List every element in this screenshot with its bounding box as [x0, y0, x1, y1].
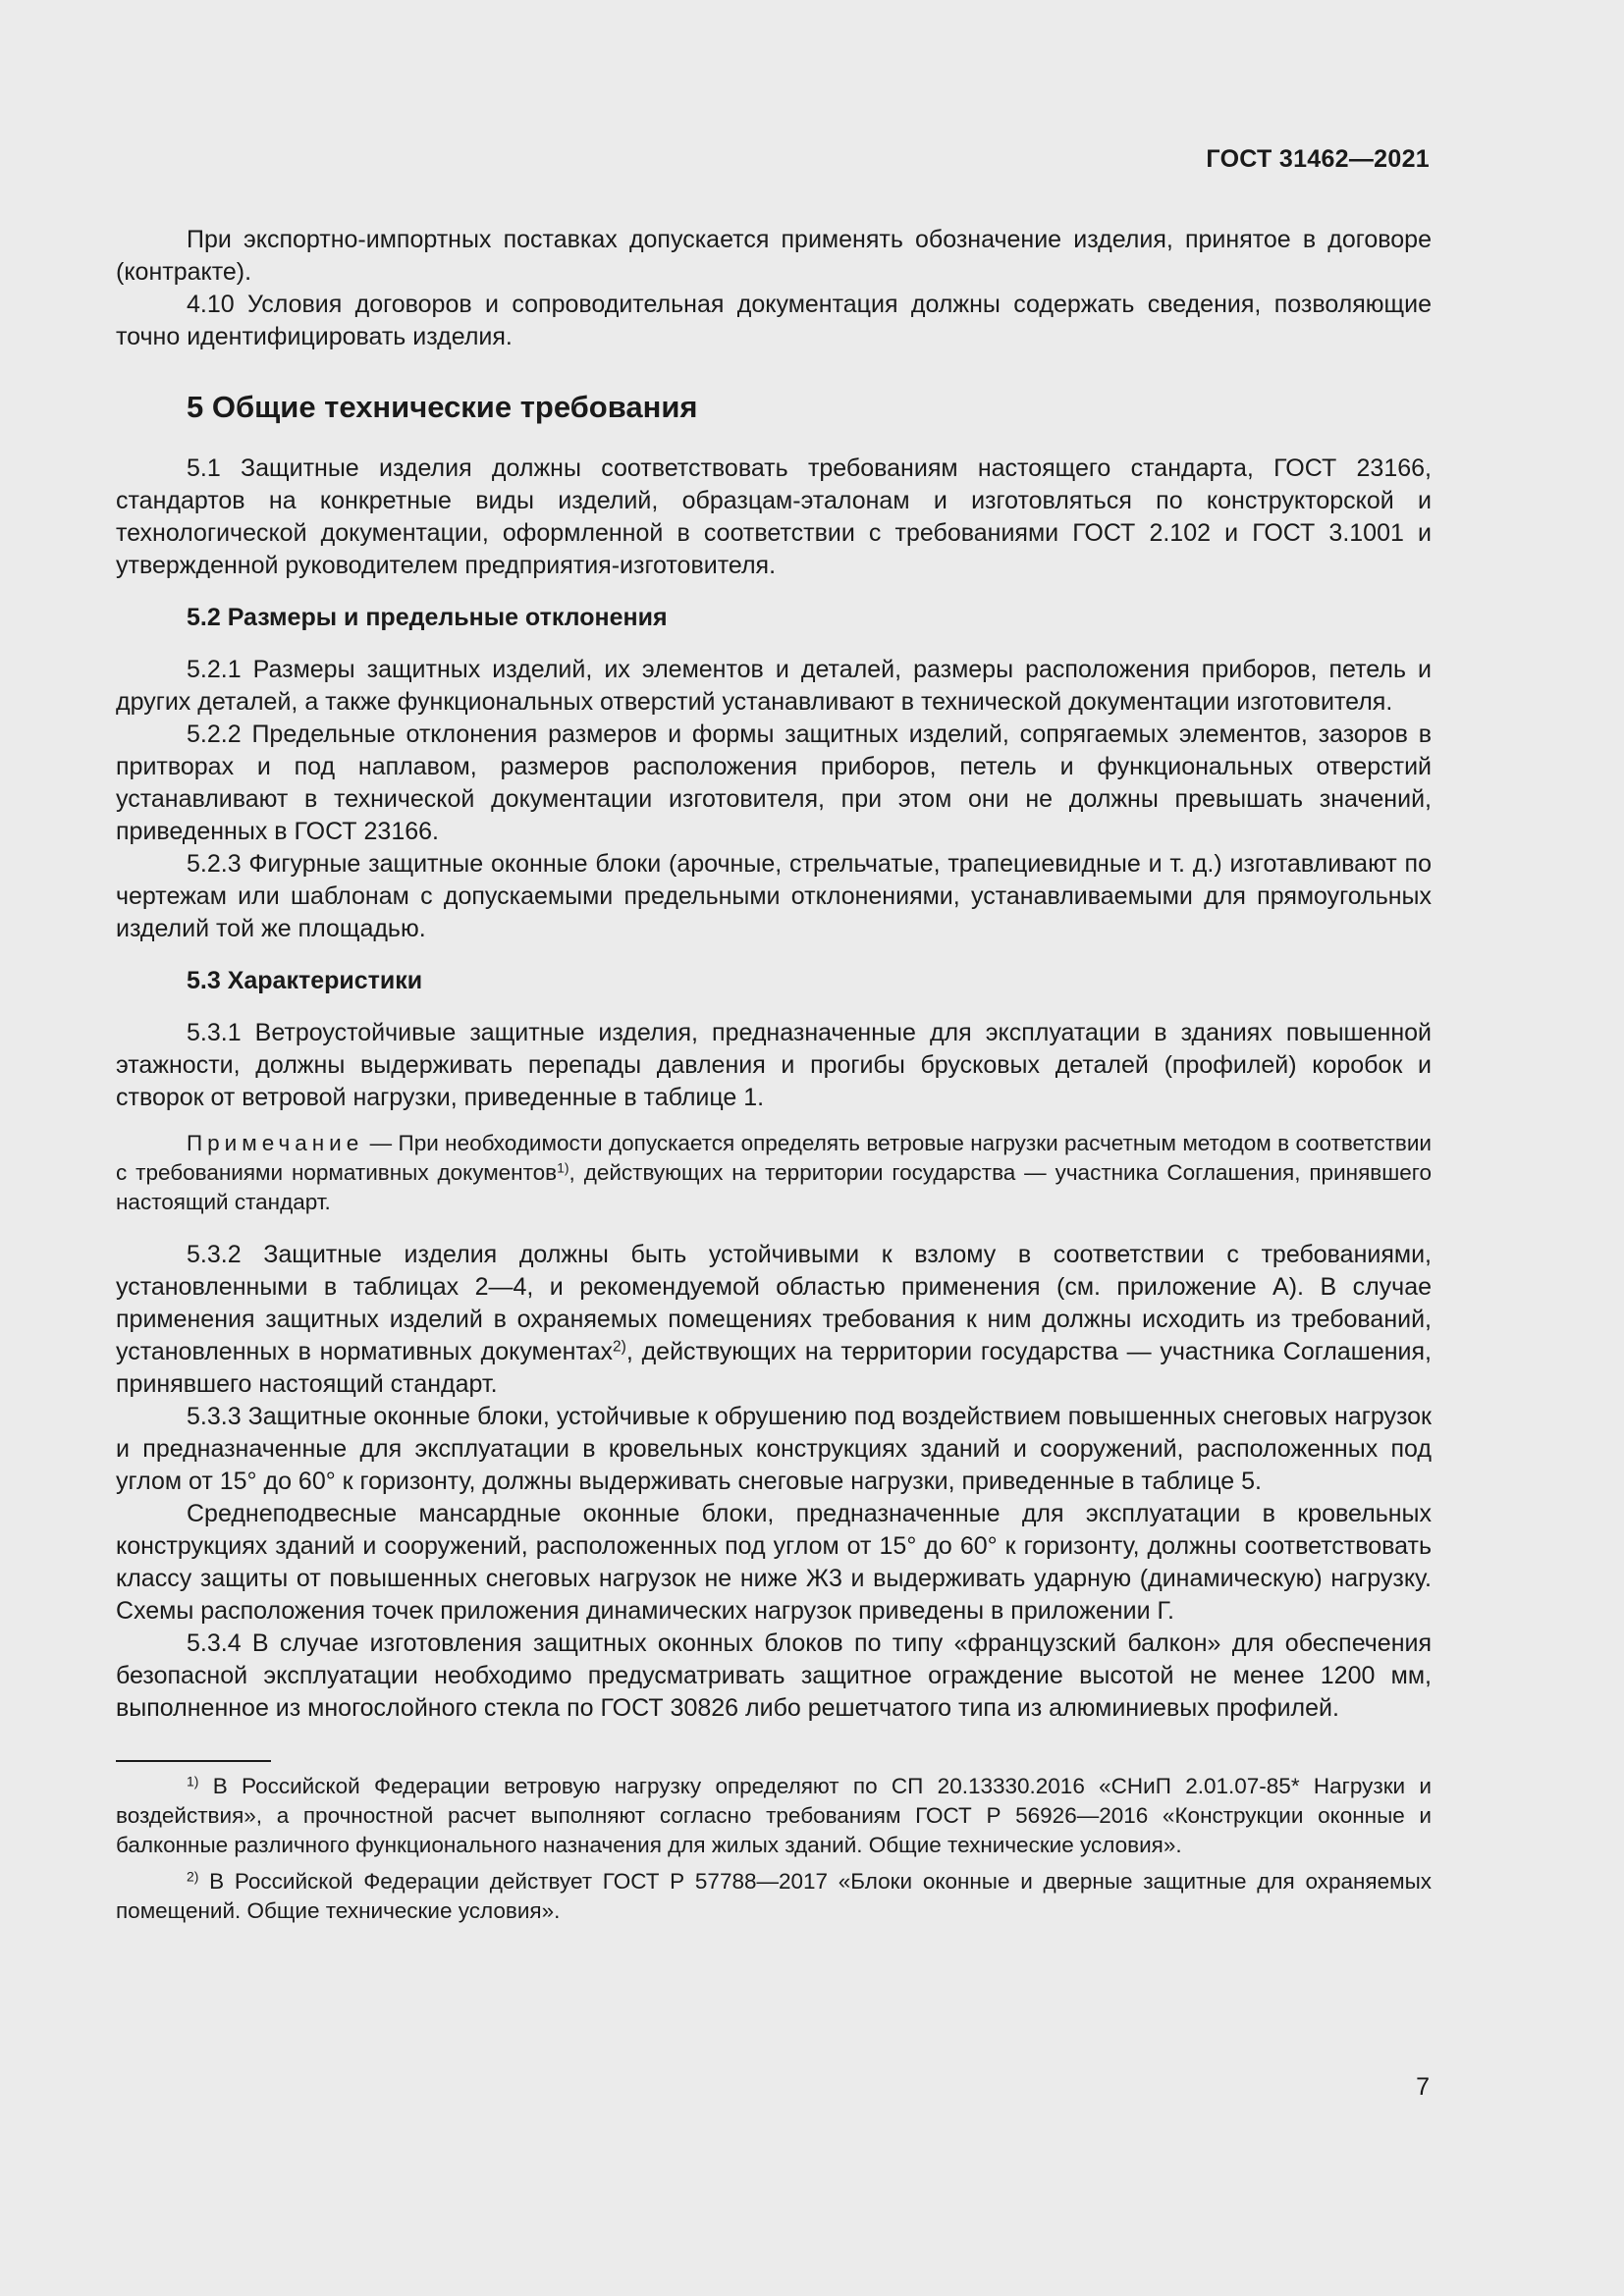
note-text-a: — При необходимости допускается определять ветровые нагрузки расчетным методом в соответствии с требованиями нормативных документов — [116, 1131, 1432, 1185]
paragraph-5-1: 5.1 Защитные изделия должны соответствовать требованиям настоящего стандарта, ГОСТ 23166, стандартов на конкретные виды изделий, образцам-эталонам и изготовляться по конструкторской и технологической документации, оформленной в соответствии с требованиями ГОСТ 2.102 и ГОСТ 3.1001 и утвержденной руководителем предприятия-изготовителя. — [116, 454, 1432, 579]
footnote-2-text: В Российской Федерации действует ГОСТ Р 57788—2017 «Блоки оконные и дверные защитные для охраняемых помещений. Общие технические условия». — [116, 1869, 1432, 1923]
footnote-ref-2[interactable]: 2) — [613, 1338, 626, 1356]
paragraph-5-3-4: 5.3.4 В случае изготовления защитных оконных блоков по типу «французский балкон» для обеспечения безопасной эксплуатации необходимо предусматривать защитное ограждение высотой не менее 1200 мм, выполненное из многослойного стекла по ГОСТ 30826 либо решетчатого типа из алюминиевых профилей. — [116, 1629, 1432, 1722]
footnote-ref-1[interactable]: 1) — [557, 1159, 569, 1176]
page-number: 7 — [1416, 2073, 1430, 2101]
footnote-2-mark: 2) — [187, 1868, 199, 1885]
paragraph-5-3-1: 5.3.1 Ветроустойчивые защитные изделия, предназначенные для эксплуатации в зданиях повышенной этажности, должны выдерживать перепады давления и прогибы брусковых деталей (профилей) коробок и створок от ветровой нагрузки, приведенные в таблице 1. — [116, 1019, 1432, 1111]
paragraph-5-3-2 — [116, 1239, 1432, 1401]
footnote-divider — [116, 1760, 271, 1762]
subsection-heading-5-2: 5.2 Размеры и предельные отклонения — [187, 604, 668, 631]
document-header: ГОСТ 31462—2021 — [1206, 145, 1430, 173]
footnote-1 — [116, 1772, 1432, 1860]
paragraph-5-2-1: 5.2.1 Размеры защитных изделий, их элементов и деталей, размеры расположения приборов, петель и других деталей, а также функциональных отверстий устанавливают в технической документации изготовителя. — [116, 656, 1432, 716]
note-text-b: , действующих на территории государства — участника Соглашения, принявшего настоящий стандарт. — [116, 1160, 1432, 1214]
paragraph-5-3-2-text-b: , действующих на территории государства — участника Соглашения, принявшего настоящий стандарт. — [116, 1338, 1432, 1398]
paragraph-5-3-3: 5.3.3 Защитные оконные блоки, устойчивые к обрушению под воздействием повышенных снеговых нагрузок и предназначенные для эксплуатации в кровельных конструкциях зданий и сооружений, расположенных под углом от 15° до 60° к горизонту, должны выдерживать снеговые нагрузки, приведенные в таблице 5. — [116, 1403, 1432, 1495]
subsection-heading-5-3: 5.3 Характеристики — [187, 967, 423, 994]
note-label: Примечание — [187, 1131, 364, 1155]
footnote-2 — [116, 1867, 1432, 1926]
paragraph-5-2-2: 5.2.2 Предельные отклонения размеров и формы защитных изделий, сопрягаемых элементов, зазоров в притворах и под наплавом, размеров расположения приборов, петель и функциональных отверстий устанавливают в технической документации изготовителя, при этом они не должны превышать значений, приведенных в ГОСТ 23166. — [116, 721, 1432, 845]
paragraph-mansard: Среднеподвесные мансардные оконные блоки, предназначенные для эксплуатации в кровельных конструкциях зданий и сооружений, расположенных под углом от 15° до 60° к горизонту, должны соответствовать классу защиты от повышенных снеговых нагрузок не ниже Ж3 и выдерживать ударную (динамическую) нагрузку. Схемы расположения точек приложения динамических нагрузок приведены в приложении Г. — [116, 1500, 1432, 1625]
paragraph-5-3-2-text-a: 5.3.2 Защитные изделия должны быть устойчивыми к взлому в соответствии с требованиями, установленными в таблицах 2—4, и рекомендуемой областью применения (см. приложение А). В случае применения защитных изделий в охраняемых помещениях требования к ним должны исходить из требований, установленных в нормативных документах — [116, 1241, 1432, 1365]
section-heading-5: 5 Общие технические требования — [187, 390, 698, 424]
document-body — [116, 224, 1432, 1933]
paragraph-5-2-3: 5.2.3 Фигурные защитные оконные блоки (арочные, стрельчатые, трапециевидные и т. д.) изготавливают по чертежам или шаблонам с допускаемыми предельными отклонениями, устанавливаемыми для прямоугольных изделий той же площадью. — [116, 850, 1432, 942]
paragraph-export: При экспортно-импортных поставках допускается применять обозначение изделия, принятое в договоре (контракте). — [116, 226, 1432, 286]
footnote-1-text: В Российской Федерации ветровую нагрузку определяют по СП 20.13330.2016 «СНиП 2.01.07-85* Нагрузки и воздействия», а прочностной расчет выполняют согласно требованиям ГОСТ Р 56926—2016 «Конструкции оконные и балконные различного функционального назначения для жилых зданий. Общие технические условия». — [116, 1774, 1432, 1857]
paragraph-4-10: 4.10 Условия договоров и сопроводительная документация должны содержать сведения, позволяющие точно идентифицировать изделия. — [116, 291, 1432, 350]
footnote-1-mark: 1) — [187, 1773, 199, 1789]
note-paragraph — [116, 1129, 1432, 1217]
